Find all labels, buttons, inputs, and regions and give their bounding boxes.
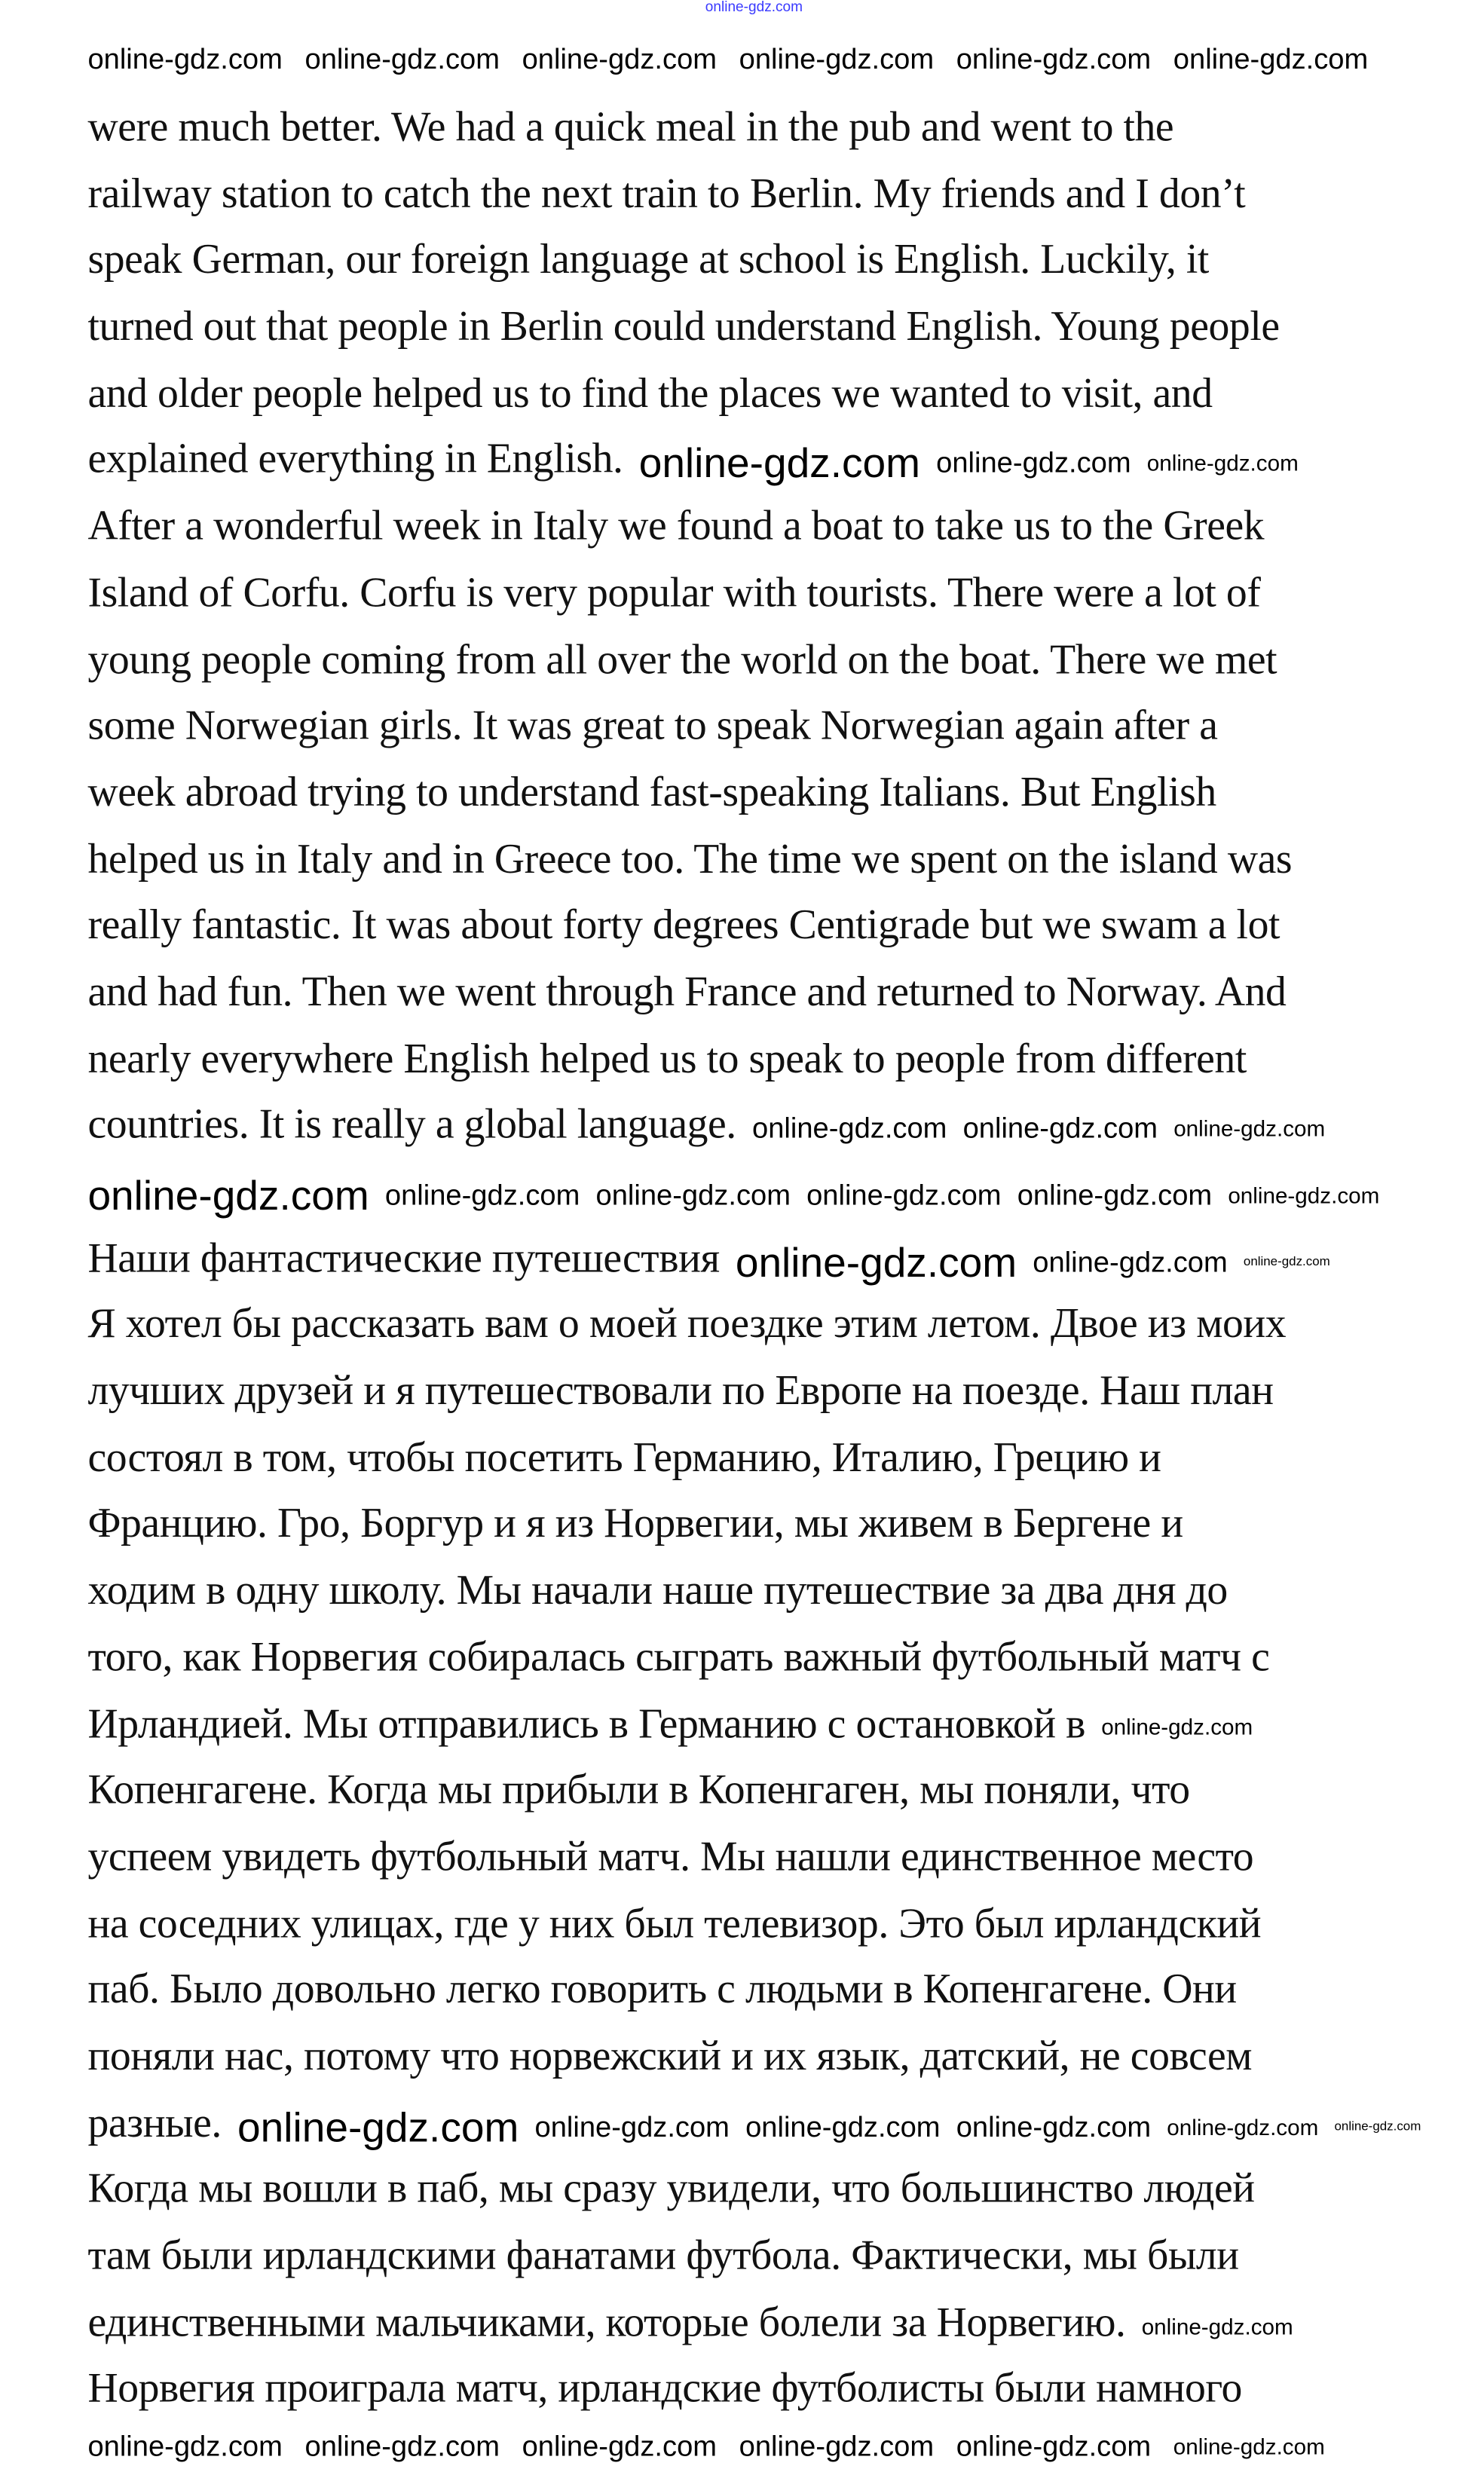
text-line: Я хотел бы рассказать вам о моей поездке этим летом. Двое из моих	[87, 1301, 1287, 1348]
text-line: young people coming from all over the world on the boat. There we met	[87, 635, 1277, 683]
watermark: online-gdz.com	[384, 1179, 580, 1211]
watermark: online-gdz.com	[87, 1170, 369, 1219]
watermark: online-gdz.com	[638, 439, 920, 488]
watermark: online-gdz.com	[1173, 2433, 1325, 2459]
watermark: online-gdz.com	[1033, 1245, 1228, 1278]
watermark: online-gdz.com	[1167, 2113, 1319, 2140]
text-line: состоял в том, чтобы посетить Германию, Италию, Грецию и	[87, 1433, 1161, 1481]
line-text: Ирландией. Мы отправились в Германию с остановкой в	[87, 1700, 1086, 1747]
text-line: Норвегия проиграла матч, ирландские футболисты были намного	[87, 2365, 1242, 2412]
text-line: nearly everywhere English helped us to speak to people from different	[87, 1035, 1247, 1082]
watermark: online-gdz.com	[1243, 1253, 1330, 1268]
watermark: online-gdz.com	[956, 2430, 1152, 2462]
watermark: online-gdz.com	[1101, 1714, 1253, 1740]
text-line	[87, 1690, 1460, 1757]
text-line: turned out that people in Berlin could understand English. Young people	[87, 303, 1280, 350]
watermark: online-gdz.com	[87, 2430, 283, 2462]
translation-title-line	[87, 1225, 1460, 1291]
watermark: online-gdz.com	[1334, 2118, 1421, 2133]
watermark: online-gdz.com	[87, 43, 283, 75]
watermark: online-gdz.com	[1141, 2313, 1293, 2339]
watermark: online-gdz.com	[1228, 1182, 1380, 1208]
watermark: online-gdz.com	[304, 2430, 500, 2462]
text-line: speak German, our foreign language at school is English. Luckily, it	[87, 237, 1209, 283]
text-line: ходим в одну школу. Мы начали наше путешествие за два дня до	[87, 1567, 1228, 1614]
watermark: online-gdz.com	[237, 2102, 519, 2151]
watermark: online-gdz.com	[522, 2430, 718, 2462]
text-line: Island of Corfu. Corfu is very popular with tourists. There were a lot of	[87, 569, 1261, 616]
text-line: really fantastic. It was about forty degrees Centigrade but we swam a lot	[87, 901, 1281, 949]
text-line: на соседних улицах, где у них был телевизор. Это был ирландский	[87, 1899, 1262, 1947]
text-line	[87, 427, 1460, 493]
text-line: some Norwegian girls. It was great to speak Norwegian again after a	[87, 702, 1218, 749]
text-line: and had fun. Then we went through France and returned to Norway. And	[87, 968, 1287, 1015]
watermark: online-gdz.com	[962, 1112, 1158, 1145]
watermark-row-top	[87, 44, 1384, 73]
text-line	[87, 94, 1460, 161]
watermark: online-gdz.com	[806, 1179, 1002, 1211]
text-line: Францию. Гро, Боргур и я из Норвегии, мы живем в Бергене и	[87, 1501, 1183, 1547]
watermark: online-gdz.com	[936, 447, 1131, 480]
line-text: explained everything in English.	[87, 436, 623, 483]
text-line: паб. Было довольно легко говорить с людьми в Копенгагене. Они	[87, 1966, 1237, 2013]
text-line: Копенгагене. Когда мы прибыли в Копенгаген, мы поняли, что	[87, 1767, 1190, 1813]
text-line	[87, 2090, 1460, 2156]
text-line: Когда мы вошли в паб, мы сразу увидели, что большинство людей	[87, 2165, 1255, 2213]
text-line: helped us in Italy and in Greece too. The time we spent on the island was	[87, 835, 1293, 882]
watermark: online-gdz.com	[956, 43, 1152, 75]
watermark: online-gdz.com	[1173, 43, 1369, 75]
watermark: online-gdz.com	[522, 43, 718, 75]
text-line	[87, 2290, 1460, 2356]
text-line: того, как Норвегия собиралась сыграть важный футбольный матч с	[87, 1633, 1270, 1681]
watermark: online-gdz.com	[1173, 1115, 1326, 1142]
watermark: online-gdz.com	[304, 43, 500, 75]
text-line	[87, 1092, 1460, 1158]
text-line: поняли нас, потому что норвежский и их язык, датский, не совсем	[87, 2033, 1253, 2079]
watermark: online-gdz.com	[745, 2110, 941, 2143]
watermark: online-gdz.com	[751, 1112, 947, 1145]
text-line: там были ирландскими фанатами футбола. Фактически, мы были	[87, 2232, 1239, 2279]
line-text: единственными мальчиками, которые болели за Норвегию.	[87, 2299, 1126, 2345]
text-line: and older people helped us to find the places we wanted to visit, and	[87, 369, 1213, 417]
watermark: online-gdz.com	[534, 2110, 730, 2143]
text-line: успеем увидеть футбольный матч. Мы нашли единственное место	[87, 1833, 1254, 1880]
text-line: лучших друзей и я путешествовали по Европе на поезде. Наш план	[87, 1367, 1274, 1414]
watermark: online-gdz.com	[739, 43, 935, 75]
watermark: online-gdz.com	[739, 2430, 935, 2462]
watermark: online-gdz.com	[1017, 1179, 1213, 1211]
blank-line	[87, 1158, 1460, 1225]
watermark: online-gdz.com	[705, 0, 803, 15]
document-text	[87, 94, 1460, 2422]
text-line: week abroad trying to understand fast-speaking Italians. But English	[87, 769, 1216, 815]
watermark: online-gdz.com	[595, 1179, 791, 1211]
watermark-row-bottom	[87, 2432, 1341, 2461]
text-line: After a wonderful week in Italy we found a boat to take us to the Greek	[87, 503, 1265, 549]
line-text: countries. It is really a global language.	[87, 1101, 736, 1148]
line-text: were much better. We had a quick meal in the pub and went to the	[87, 103, 1174, 151]
watermark: online-gdz.com	[956, 2110, 1152, 2143]
watermark: online-gdz.com	[1146, 450, 1299, 476]
line-text: разные.	[87, 2099, 222, 2146]
translation-title: Наши фантастические путешествия	[87, 1234, 720, 1281]
text-line: railway station to catch the next train to Berlin. My friends and I don’t	[87, 170, 1246, 217]
watermark: online-gdz.com	[735, 1238, 1017, 1286]
